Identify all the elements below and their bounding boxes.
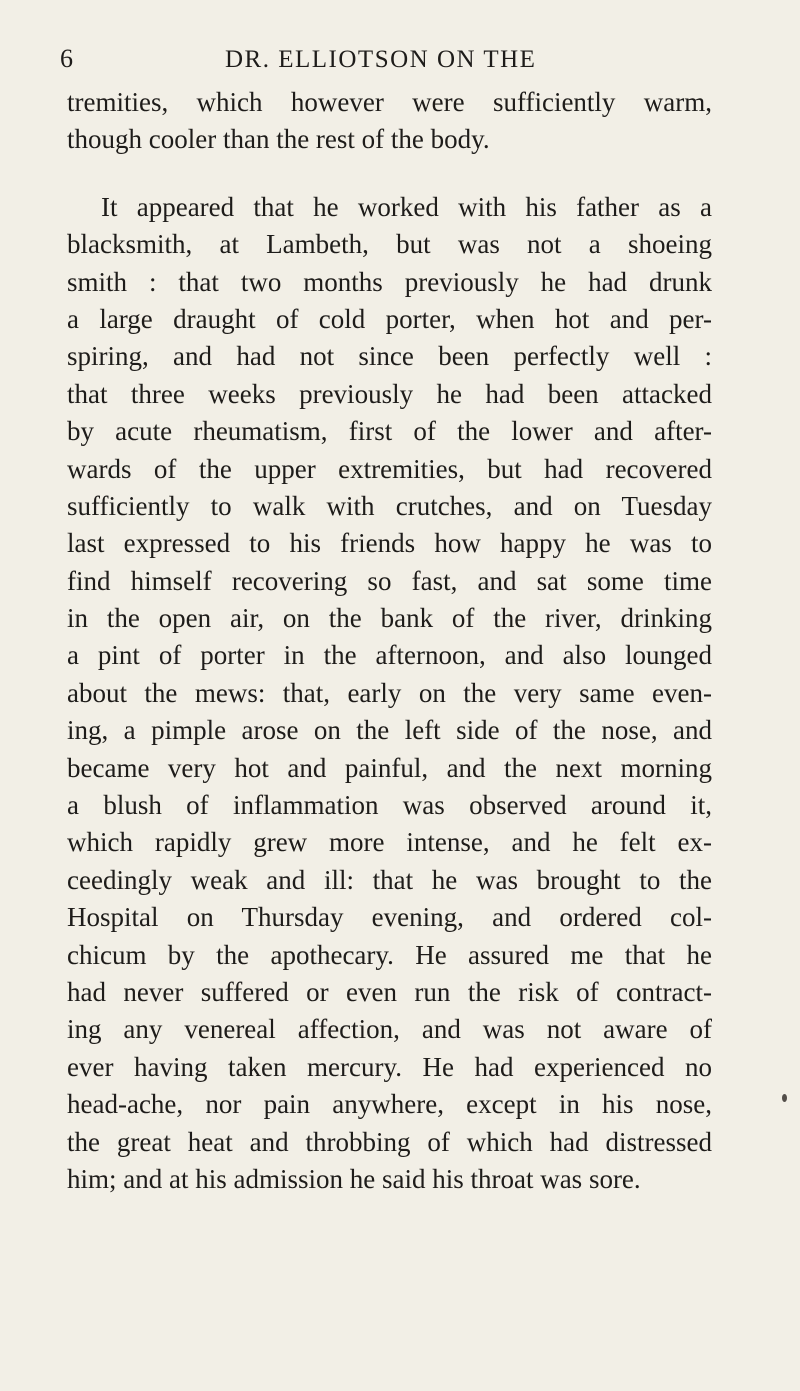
text-line: a pint of porter in the afternoon, and also lounged: [67, 640, 712, 671]
text-line: had never suffered or even run the risk of contract-: [67, 976, 712, 1007]
text-line: tremities, which however were sufficiently warm,: [67, 87, 712, 117]
text-line: ceedingly weak and ill: that he was brought to the: [67, 864, 712, 895]
text-line: blacksmith, at Lambeth, but was not a shoeing: [67, 229, 712, 260]
text-line: that three weeks previously he had been attacked: [67, 378, 712, 409]
text-line: It appeared that he worked with his father as a: [101, 191, 712, 222]
running-head: DR. ELLIOTSON ON THE: [225, 46, 537, 73]
text-line: became very hot and painful, and the next morning: [67, 752, 712, 783]
text-line: ever having taken mercury. He had experienced no: [67, 1051, 712, 1082]
text-line: smith : that two months previously he had drunk: [67, 266, 712, 297]
paragraph: [67, 189, 712, 1199]
text-line: spiring, and had not since been perfectly well :: [67, 341, 712, 372]
text-line: him; and at his admission he said his throat was sore.: [67, 1163, 641, 1194]
paragraph: [67, 84, 712, 159]
text-line: the great heat and throbbing of which had distressed: [67, 1126, 712, 1157]
text-line: a blush of inflammation was observed around it,: [67, 790, 712, 821]
text-line: last expressed to his friends how happy he was to: [67, 528, 712, 559]
text-line: head-ache, nor pain anywhere, except in his nose,: [67, 1089, 712, 1120]
page-number: 6: [60, 44, 73, 73]
text-line: about the mews: that, early on the very same even-: [67, 677, 712, 708]
text-line: chicum by the apothecary. He assured me that he: [67, 939, 712, 970]
text-line: ing any venereal affection, and was not aware of: [67, 1014, 712, 1045]
text-line: Hospital on Thursday evening, and ordered col-: [67, 902, 712, 933]
body-text: [67, 84, 712, 1198]
text-line: ing, a pimple arose on the left side of the nose, and: [67, 715, 712, 746]
text-line: which rapidly grew more intense, and he felt ex-: [67, 827, 712, 858]
page-header: [60, 44, 760, 84]
text-line: though cooler than the rest of the body.: [67, 124, 490, 155]
text-line: sufficiently to walk with crutches, and on Tuesday: [67, 490, 712, 521]
text-line: by acute rheumatism, first of the lower and after-: [67, 416, 712, 447]
text-line: a large draught of cold porter, when hot and per-: [67, 303, 712, 334]
text-line: in the open air, on the bank of the river, drinking: [67, 603, 712, 634]
ink-speck: [782, 1094, 787, 1102]
text-line: find himself recovering so fast, and sat some time: [67, 565, 712, 596]
text-line: wards of the upper extremities, but had recovered: [67, 453, 712, 484]
